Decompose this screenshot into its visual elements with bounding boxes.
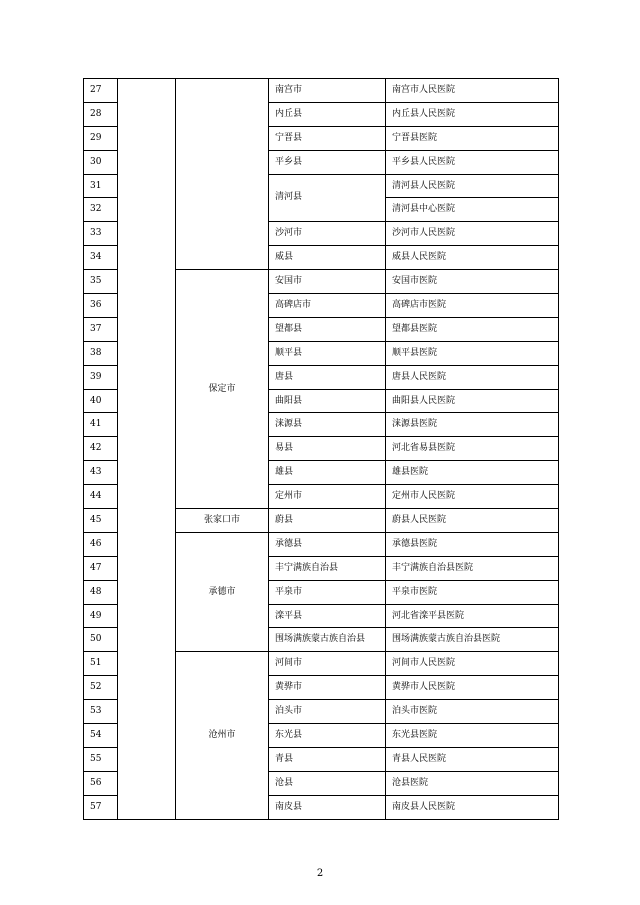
hospital-cell: 宁晋县医院 (386, 126, 559, 150)
county-cell: 青县 (269, 747, 386, 771)
county-cell: 黄骅市 (269, 676, 386, 700)
row-number: 43 (84, 461, 118, 485)
county-cell: 涞源县 (269, 413, 386, 437)
city-cell-chengde: 承德市 (176, 532, 269, 651)
hospital-cell: 曲阳县人民医院 (386, 389, 559, 413)
hospital-cell: 南皮县人民医院 (386, 795, 559, 819)
county-cell: 安国市 (269, 270, 386, 294)
hospital-cell: 安国市医院 (386, 270, 559, 294)
hospital-cell: 河北省滦平县医院 (386, 604, 559, 628)
county-cell: 威县 (269, 246, 386, 270)
county-cell: 顺平县 (269, 341, 386, 365)
row-number: 49 (84, 604, 118, 628)
county-cell: 滦平县 (269, 604, 386, 628)
county-cell: 易县 (269, 437, 386, 461)
row-number: 27 (84, 79, 118, 103)
hospital-cell: 沙河市人民医院 (386, 222, 559, 246)
hospital-cell: 涞源县医院 (386, 413, 559, 437)
county-cell: 沧县 (269, 771, 386, 795)
row-number: 40 (84, 389, 118, 413)
row-number: 50 (84, 628, 118, 652)
row-number: 34 (84, 246, 118, 270)
province-cell (118, 79, 176, 820)
county-cell: 丰宁满族自治县 (269, 556, 386, 580)
county-cell: 泊头市 (269, 700, 386, 724)
hospital-cell: 东光县医院 (386, 724, 559, 748)
row-number: 51 (84, 652, 118, 676)
row-number: 28 (84, 102, 118, 126)
row-number: 36 (84, 294, 118, 318)
hospital-cell: 内丘县人民医院 (386, 102, 559, 126)
hospital-cell: 定州市人民医院 (386, 485, 559, 509)
row-number: 33 (84, 222, 118, 246)
hospital-cell: 平泉市医院 (386, 580, 559, 604)
row-number: 37 (84, 317, 118, 341)
row-number: 31 (84, 174, 118, 198)
county-cell: 承德县 (269, 532, 386, 556)
row-number: 57 (84, 795, 118, 819)
hospital-list-table (83, 78, 559, 820)
row-number: 32 (84, 198, 118, 222)
row-number: 54 (84, 724, 118, 748)
row-number: 55 (84, 747, 118, 771)
hospital-cell: 蔚县人民医院 (386, 509, 559, 533)
hospital-cell: 南宫市人民医院 (386, 79, 559, 103)
hospital-cell: 清河县中心医院 (386, 198, 559, 222)
county-cell: 高碑店市 (269, 294, 386, 318)
row-number: 48 (84, 580, 118, 604)
county-cell: 沙河市 (269, 222, 386, 246)
hospital-cell: 河北省易县医院 (386, 437, 559, 461)
county-cell: 唐县 (269, 365, 386, 389)
county-cell: 蔚县 (269, 509, 386, 533)
county-cell: 东光县 (269, 724, 386, 748)
county-cell: 平乡县 (269, 150, 386, 174)
hospital-cell: 顺平县医院 (386, 341, 559, 365)
county-cell: 雄县 (269, 461, 386, 485)
city-cell-xingtai (176, 79, 269, 270)
hospital-cell: 威县人民医院 (386, 246, 559, 270)
row-number: 45 (84, 509, 118, 533)
hospital-cell: 泊头市医院 (386, 700, 559, 724)
row-number: 56 (84, 771, 118, 795)
county-cell: 河间市 (269, 652, 386, 676)
hospital-cell: 承德县医院 (386, 532, 559, 556)
county-cell: 清河县 (269, 174, 386, 222)
table-row (84, 79, 559, 103)
hospital-cell: 雄县医院 (386, 461, 559, 485)
row-number: 44 (84, 485, 118, 509)
city-cell-baoding: 保定市 (176, 270, 269, 509)
row-number: 53 (84, 700, 118, 724)
hospital-cell: 青县人民医院 (386, 747, 559, 771)
row-number: 47 (84, 556, 118, 580)
row-number: 35 (84, 270, 118, 294)
row-number: 29 (84, 126, 118, 150)
county-cell: 定州市 (269, 485, 386, 509)
county-cell: 望都县 (269, 317, 386, 341)
page-number: 2 (316, 868, 324, 879)
row-number: 39 (84, 365, 118, 389)
hospital-cell: 唐县人民医院 (386, 365, 559, 389)
row-number: 30 (84, 150, 118, 174)
county-cell: 南宫市 (269, 79, 386, 103)
row-number: 41 (84, 413, 118, 437)
city-cell-zhangjiakou: 张家口市 (176, 509, 269, 533)
county-cell: 内丘县 (269, 102, 386, 126)
hospital-cell: 黄骅市人民医院 (386, 676, 559, 700)
row-number: 38 (84, 341, 118, 365)
county-cell: 宁晋县 (269, 126, 386, 150)
county-cell: 曲阳县 (269, 389, 386, 413)
hospital-cell: 沧县医院 (386, 771, 559, 795)
hospital-cell: 清河县人民医院 (386, 174, 559, 198)
row-number: 42 (84, 437, 118, 461)
county-cell: 围场满族蒙古族自治县 (269, 628, 386, 652)
row-number: 46 (84, 532, 118, 556)
county-cell: 平泉市 (269, 580, 386, 604)
hospital-cell: 河间市人民医院 (386, 652, 559, 676)
county-cell: 南皮县 (269, 795, 386, 819)
hospital-cell: 望都县医院 (386, 317, 559, 341)
hospital-cell: 平乡县人民医院 (386, 150, 559, 174)
hospital-cell: 围场满族蒙古族自治县医院 (386, 628, 559, 652)
hospital-cell: 丰宁满族自治县医院 (386, 556, 559, 580)
hospital-cell: 高碑店市医院 (386, 294, 559, 318)
city-cell-cangzhou: 沧州市 (176, 652, 269, 819)
row-number: 52 (84, 676, 118, 700)
